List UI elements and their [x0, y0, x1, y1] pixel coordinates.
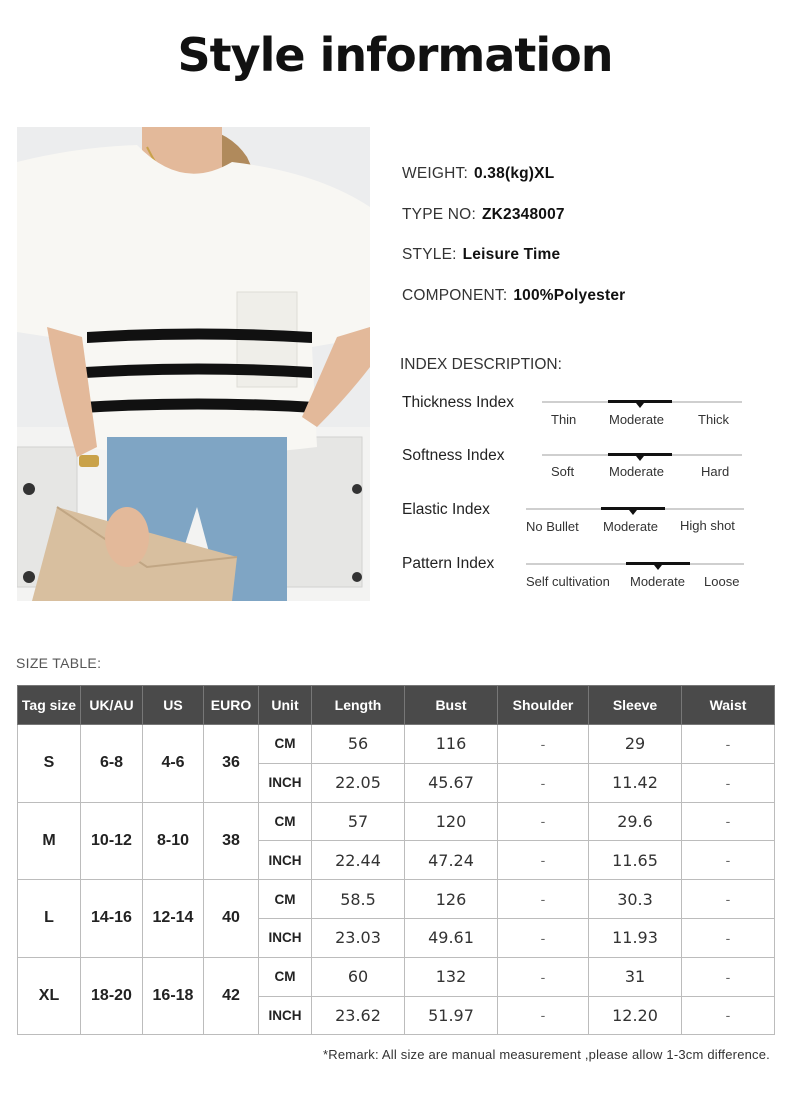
euro-cell: 36: [204, 725, 259, 803]
component-label: COMPONENT:: [402, 287, 508, 304]
shoulder-cell: -: [498, 841, 589, 880]
length-cell: 58.5: [312, 880, 405, 919]
index-name: Pattern Index: [402, 555, 495, 572]
tag-size-cell: L: [18, 880, 81, 958]
euro-cell: 38: [204, 802, 259, 880]
page-title: Style information: [177, 28, 613, 82]
elastic-index: [402, 501, 752, 541]
waist-cell: -: [682, 841, 775, 880]
uk-au-cell: 14-16: [81, 880, 143, 958]
bust-cell: 132: [405, 957, 498, 996]
header-bust: Bust: [405, 686, 498, 725]
unit-cell: INCH: [259, 841, 312, 880]
unit-cell: INCH: [259, 763, 312, 802]
shoulder-cell: -: [498, 957, 589, 996]
weight-label: WEIGHT:: [402, 165, 468, 182]
sleeve-cell: 11.93: [589, 918, 682, 957]
shoulder-cell: -: [498, 725, 589, 764]
thickness-index: [402, 394, 752, 434]
shoulder-cell: -: [498, 880, 589, 919]
index-option: No Bullet: [526, 519, 579, 534]
waist-cell: -: [682, 880, 775, 919]
us-cell: 16-18: [143, 957, 204, 1035]
header-sleeve: Sleeve: [589, 686, 682, 725]
shoulder-cell: -: [498, 918, 589, 957]
euro-cell: 40: [204, 880, 259, 958]
waist-cell: -: [682, 763, 775, 802]
bust-cell: 116: [405, 725, 498, 764]
sleeve-cell: 30.3: [589, 880, 682, 919]
type-no-row: [402, 206, 565, 224]
waist-cell: -: [682, 802, 775, 841]
us-cell: 4-6: [143, 725, 204, 803]
index-option: Thin: [551, 412, 577, 427]
header-waist: Waist: [682, 686, 775, 725]
unit-cell: CM: [259, 957, 312, 996]
index-name: Softness Index: [402, 447, 505, 464]
index-option: Soft: [551, 464, 575, 479]
length-cell: 22.05: [312, 763, 405, 802]
shoulder-cell: -: [498, 802, 589, 841]
unit-cell: CM: [259, 880, 312, 919]
table-row: [18, 725, 775, 764]
index-pointer-icon: [654, 565, 662, 570]
sleeve-cell: 29: [589, 725, 682, 764]
length-cell: 22.44: [312, 841, 405, 880]
waist-cell: -: [682, 918, 775, 957]
style-label: STYLE:: [402, 246, 457, 263]
index-description-title: INDEX DESCRIPTION:: [400, 356, 562, 373]
index-pointer-icon: [636, 403, 644, 408]
index-name: Elastic Index: [402, 501, 490, 518]
bust-cell: 126: [405, 880, 498, 919]
uk-au-cell: 18-20: [81, 957, 143, 1035]
weight-row: [402, 165, 554, 183]
us-cell: 12-14: [143, 880, 204, 958]
shoulder-cell: -: [498, 763, 589, 802]
style-value: Leisure Time: [462, 246, 561, 263]
header-tag-size: Tag size: [18, 686, 81, 725]
sleeve-cell: 11.42: [589, 763, 682, 802]
table-row: [18, 880, 775, 919]
sleeve-cell: 12.20: [589, 996, 682, 1035]
weight-value: 0.38(kg)XL: [473, 165, 555, 182]
size-table: [17, 685, 775, 1035]
type-no-label: TYPE NO:: [402, 206, 476, 223]
table-row: [18, 802, 775, 841]
remark-note: *Remark: All size are manual measurement ,please allow 1-3cm difference.: [323, 1047, 770, 1062]
table-row: [18, 957, 775, 996]
component-value: 100%Polyester: [513, 287, 626, 304]
sleeve-cell: 29.6: [589, 802, 682, 841]
uk-au-cell: 10-12: [81, 802, 143, 880]
size-table-label: SIZE TABLE:: [16, 655, 102, 671]
type-no-value: ZK2348007: [481, 206, 565, 223]
header-euro: EURO: [204, 686, 259, 725]
table-header-row: [18, 686, 775, 725]
tag-size-cell: S: [18, 725, 81, 803]
length-cell: 56: [312, 725, 405, 764]
header-uk-au: UK/AU: [81, 686, 143, 725]
product-photo: [17, 127, 370, 601]
bust-cell: 51.97: [405, 996, 498, 1035]
index-option: Hard: [701, 464, 730, 479]
bust-cell: 47.24: [405, 841, 498, 880]
length-cell: 23.62: [312, 996, 405, 1035]
index-option-selected: Moderate: [630, 574, 685, 589]
index-option: Loose: [704, 574, 740, 589]
unit-cell: CM: [259, 802, 312, 841]
index-name: Thickness Index: [402, 394, 514, 411]
uk-au-cell: 6-8: [81, 725, 143, 803]
length-cell: 23.03: [312, 918, 405, 957]
index-option: Thick: [698, 412, 730, 427]
header-unit: Unit: [259, 686, 312, 725]
bust-cell: 49.61: [405, 918, 498, 957]
unit-cell: INCH: [259, 996, 312, 1035]
softness-index: [402, 447, 752, 487]
euro-cell: 42: [204, 957, 259, 1035]
header-us: US: [143, 686, 204, 725]
length-cell: 60: [312, 957, 405, 996]
length-cell: 57: [312, 802, 405, 841]
index-pointer-icon: [636, 456, 644, 461]
header-length: Length: [312, 686, 405, 725]
pattern-index: [402, 555, 752, 595]
bust-cell: 45.67: [405, 763, 498, 802]
index-option-selected: Moderate: [609, 464, 664, 479]
bust-cell: 120: [405, 802, 498, 841]
unit-cell: CM: [259, 725, 312, 764]
tag-size-cell: XL: [18, 957, 81, 1035]
index-option-selected: Moderate: [603, 519, 658, 534]
unit-cell: INCH: [259, 918, 312, 957]
waist-cell: -: [682, 996, 775, 1035]
us-cell: 8-10: [143, 802, 204, 880]
index-option: Self cultivation: [526, 574, 610, 589]
index-option-selected: Moderate: [609, 412, 664, 427]
sleeve-cell: 31: [589, 957, 682, 996]
index-pointer-icon: [629, 510, 637, 515]
header-shoulder: Shoulder: [498, 686, 589, 725]
style-row: [402, 246, 560, 264]
tag-size-cell: M: [18, 802, 81, 880]
component-row: [402, 287, 625, 305]
waist-cell: -: [682, 725, 775, 764]
shoulder-cell: -: [498, 996, 589, 1035]
sleeve-cell: 11.65: [589, 841, 682, 880]
index-option: High shot: [680, 518, 735, 533]
waist-cell: -: [682, 957, 775, 996]
